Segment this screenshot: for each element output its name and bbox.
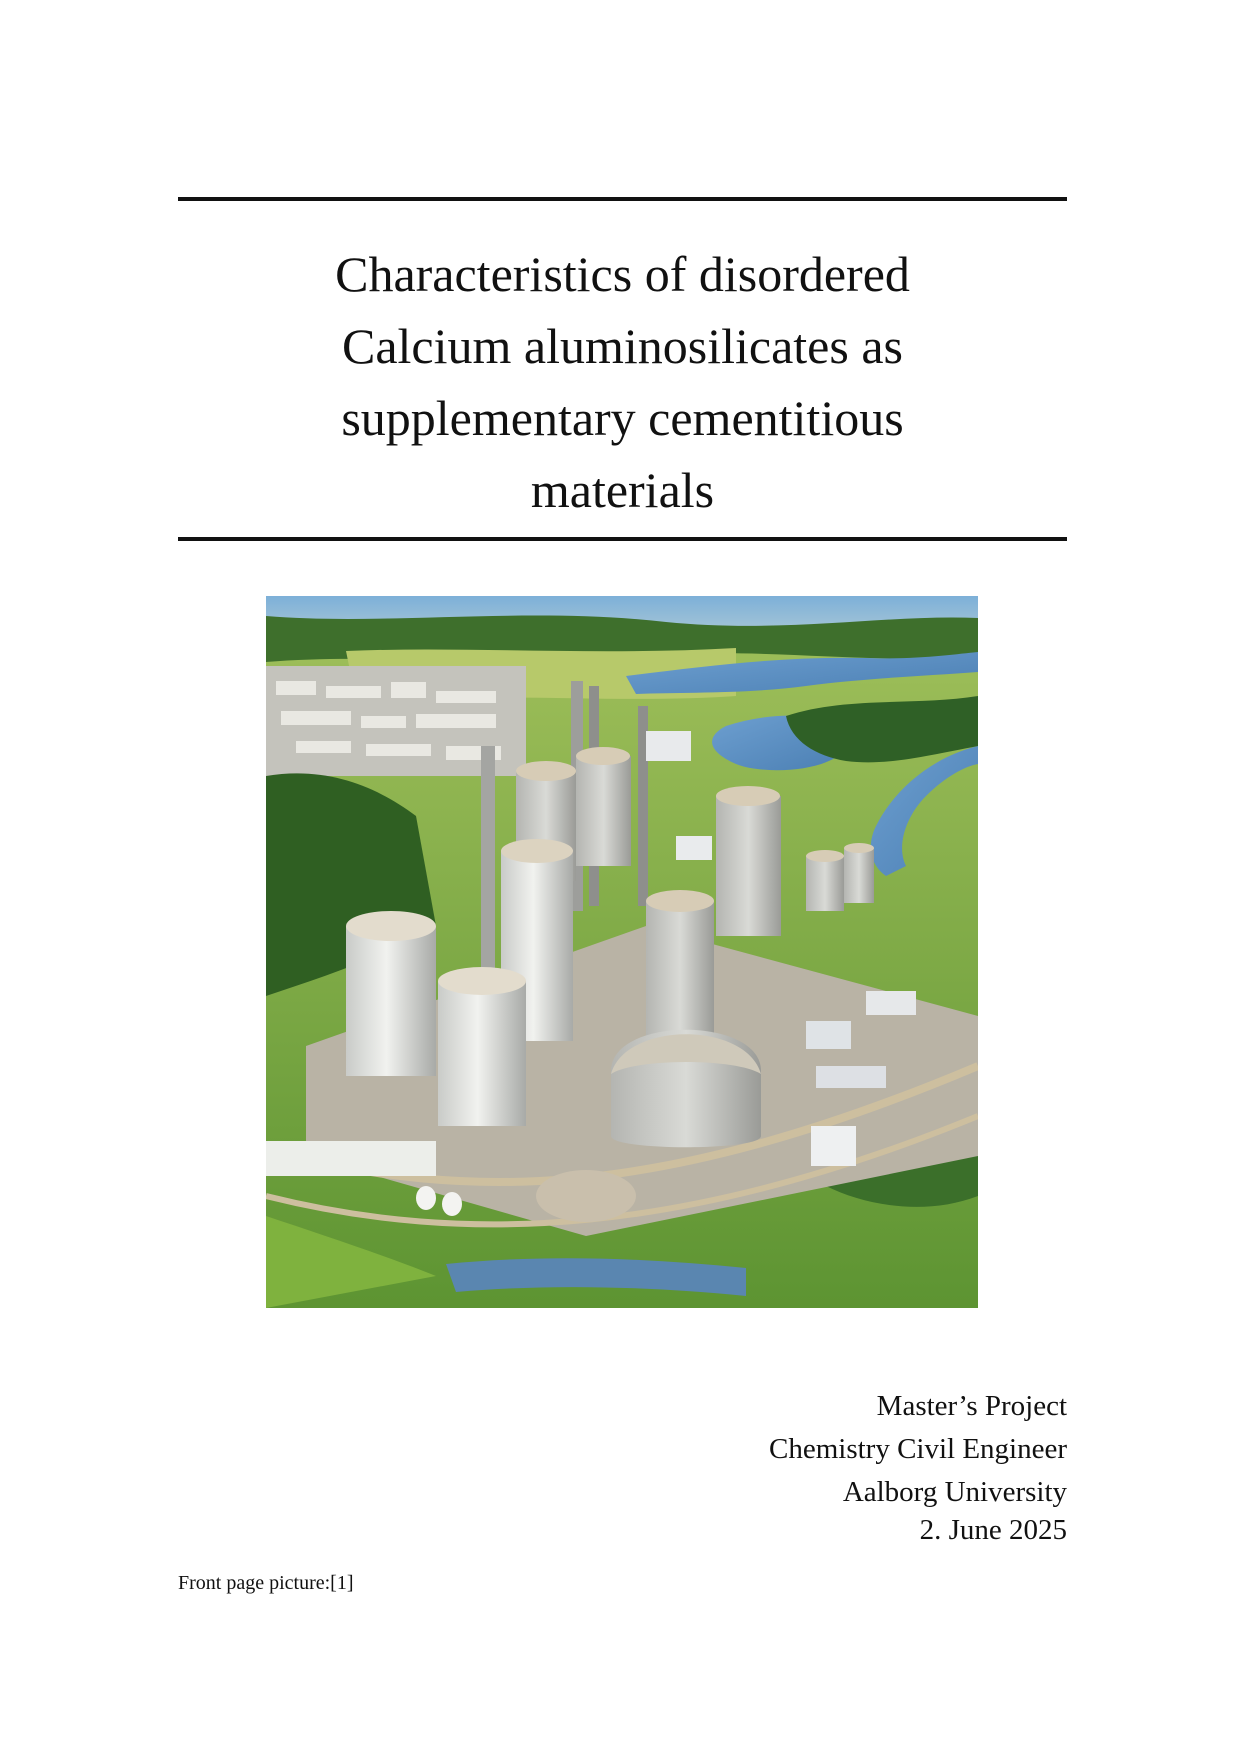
title-rule-bottom [178, 537, 1067, 541]
project-info [769, 1385, 1067, 1546]
front-page-picture [266, 596, 978, 1308]
university-name: Aalborg University [842, 1476, 1067, 1508]
cement-plant-illustration [266, 596, 978, 1308]
document-title [178, 238, 1067, 526]
title-rule-top [178, 197, 1067, 201]
submission-date: 2. June 2025 [919, 1514, 1067, 1546]
picture-credit: Front page picture:[1] [178, 1572, 354, 1594]
title-line: supplementary cementitious [341, 390, 904, 446]
stockpile [536, 1170, 636, 1222]
title-line: Calcium aluminosilicates as [342, 318, 903, 374]
project-type: Master’s Project [876, 1390, 1067, 1422]
title-line: materials [530, 462, 715, 518]
title-line: Characteristics of disordered [335, 246, 910, 302]
program-name: Chemistry Civil Engineer [768, 1433, 1067, 1465]
